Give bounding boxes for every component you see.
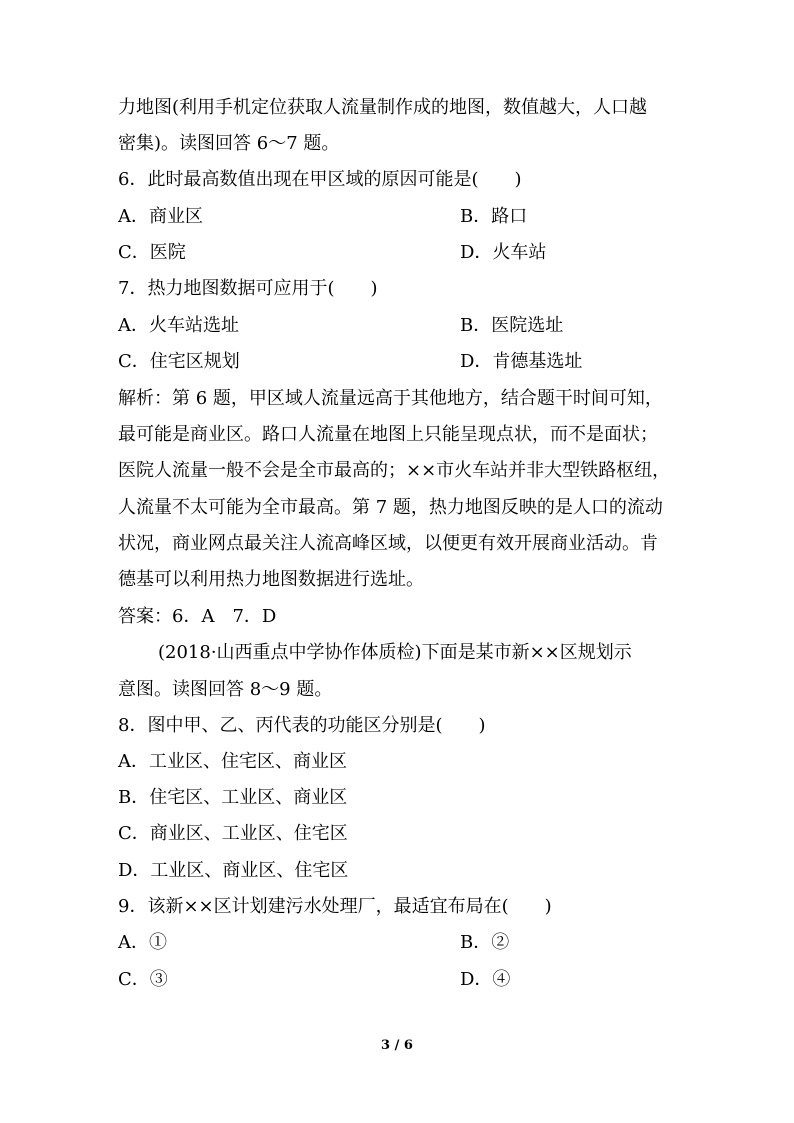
intro-line-2: 密集)。读图回答 6～7 题。	[118, 133, 340, 154]
analysis-line-5: 状况，商业网点最关注人流高峰区域，以便更有效开展商业活动。肯	[118, 533, 658, 554]
question-6-option-b: B．路口	[460, 206, 528, 227]
question-9-option-d: D．④	[460, 969, 511, 990]
question-8-option-d: D．工业区、商业区、住宅区	[118, 860, 349, 881]
answer-line: 答案：6．A 7．D	[118, 606, 277, 627]
question-6-option-d: D．火车站	[460, 242, 547, 263]
question-7-option-c: C．住宅区规划	[118, 351, 240, 372]
question-6-stem: 6．此时最高数值出现在甲区域的原因可能是( )	[118, 169, 522, 190]
question-9-option-b: B．②	[460, 932, 510, 953]
analysis-line-4: 人流量不太可能为全市最高。第 7 题，热力地图反映的是人口的流动	[118, 497, 663, 518]
question-8-stem: 8．图中甲、乙、丙代表的功能区分别是( )	[118, 715, 486, 736]
analysis-line-1: 解析：第 6 题，甲区域人流量远高于其他地方，结合题干时间可知，	[118, 388, 663, 409]
question-8-option-a: A．工业区、住宅区、商业区	[118, 751, 347, 772]
question-8-option-b: B．住宅区、工业区、商业区	[118, 787, 348, 808]
question-6-option-c: C．医院	[118, 242, 186, 263]
analysis-line-2: 最可能是商业区。路口人流量在地图上只能呈现点状，而不是面状；	[118, 424, 658, 445]
analysis-line-6: 德基可以利用热力地图数据进行选址。	[118, 569, 424, 590]
question-6-option-a: A．商业区	[118, 206, 203, 227]
question-9-option-c: C．③	[118, 969, 168, 990]
question-7-option-d: D．肯德基选址	[460, 351, 583, 372]
question-7-stem: 7．热力地图数据可应用于( )	[118, 278, 378, 299]
question-9-stem: 9．该新××区计划建污水处理厂，最适宜布局在( )	[118, 896, 552, 917]
question-7-option-a: A．火车站选址	[118, 315, 239, 336]
question-7-option-b: B．医院选址	[460, 315, 564, 336]
analysis-line-3: 医院人流量一般不会是全市最高的；××市火车站并非大型铁路枢纽，	[118, 460, 671, 481]
intro2-line-2: 意图。读图回答 8～9 题。	[118, 679, 333, 700]
page-number: 3 / 6	[381, 1038, 413, 1053]
intro2-line-1: (2018·山西重点中学协作体质检)下面是某市新××区规划示	[158, 642, 632, 663]
question-8-option-c: C．商业区、工业区、住宅区	[118, 823, 348, 844]
intro-line-1: 力地图(利用手机定位获取人流量制作成的地图，数值越大，人口越	[118, 97, 648, 118]
question-9-option-a: A．①	[118, 932, 167, 953]
